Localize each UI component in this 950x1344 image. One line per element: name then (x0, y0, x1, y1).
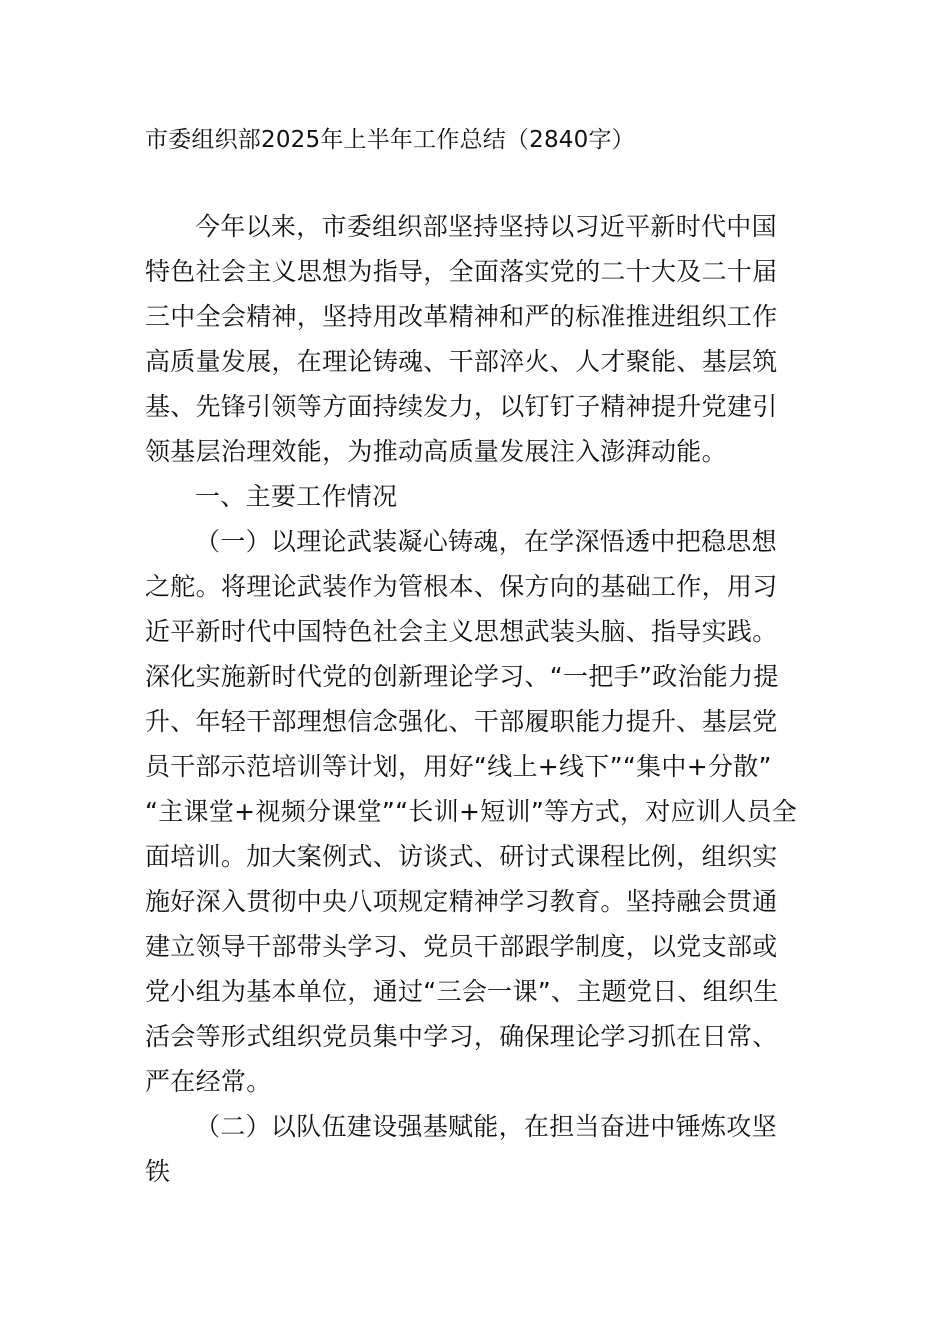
subsection-1-line: （一）以理论武装凝心铸魂，在学深悟透中把稳思想 (195, 527, 777, 556)
intro-paragraph-line: 领基层治理效能，为推动高质量发展注入澎湃动能。 (145, 437, 727, 466)
subsection-1-line: 活会等形式组织党员集中学习，确保理论学习抓在日常、 (145, 1022, 778, 1051)
subsection-1-line: 党小组为基本单位，通过“三会一课”、主题党日、组织生 (145, 977, 779, 1006)
subsection-1-line: 深化实施新时代党的创新理论学习、“一把手”政治能力提 (145, 662, 779, 691)
intro-paragraph-line: 特色社会主义思想为指导，全面落实党的二十大及二十届 (145, 257, 778, 286)
subsection-1-line: “主课堂+视频分课堂”“长训+短训”等方式，对应训人员全 (145, 797, 798, 826)
subsection-1-line: 近平新时代中国特色社会主义思想武装头脑、指导实践。 (145, 617, 778, 646)
intro-paragraph-line: 今年以来，市委组织部坚持坚持以习近平新时代中国 (195, 212, 777, 241)
intro-paragraph-line: 高质量发展，在理论铸魂、干部淬火、人才聚能、基层筑 (145, 347, 778, 376)
subsection-1-line: 施好深入贯彻中央八项规定精神学习教育。坚持融会贯通 (145, 887, 778, 916)
subsection-1-line: 面培训。加大案例式、访谈式、研讨式课程比例，组织实 (145, 842, 778, 871)
subsection-1-line: 升、年轻干部理想信念强化、干部履职能力提升、基层党 (145, 707, 778, 736)
section-heading: 一、主要工作情况 (195, 482, 398, 511)
subsection-1-line: 员干部示范培训等计划，用好“线上+线下”“集中+分散” (145, 752, 772, 781)
intro-paragraph-line: 三中全会精神，坚持用改革精神和严的标准推进组织工作 (145, 302, 778, 331)
subsection-1-line: 严在经常。 (145, 1067, 272, 1096)
subsection-1-line: 建立领导干部带头学习、党员干部跟学制度，以党支部或 (145, 932, 778, 961)
intro-paragraph-line: 基、先锋引领等方面持续发力，以钉钉子精神提升党建引 (145, 392, 778, 421)
document-title: 市委组织部2025年上半年工作总结（2840字） (145, 127, 635, 153)
subsection-2-line: 铁 (145, 1157, 171, 1186)
subsection-2-line: （二）以队伍建设强基赋能，在担当奋进中锤炼攻坚 (195, 1112, 777, 1141)
subsection-1-line: 之舵。将理论武装作为管根本、保方向的基础工作，用习 (145, 572, 778, 601)
